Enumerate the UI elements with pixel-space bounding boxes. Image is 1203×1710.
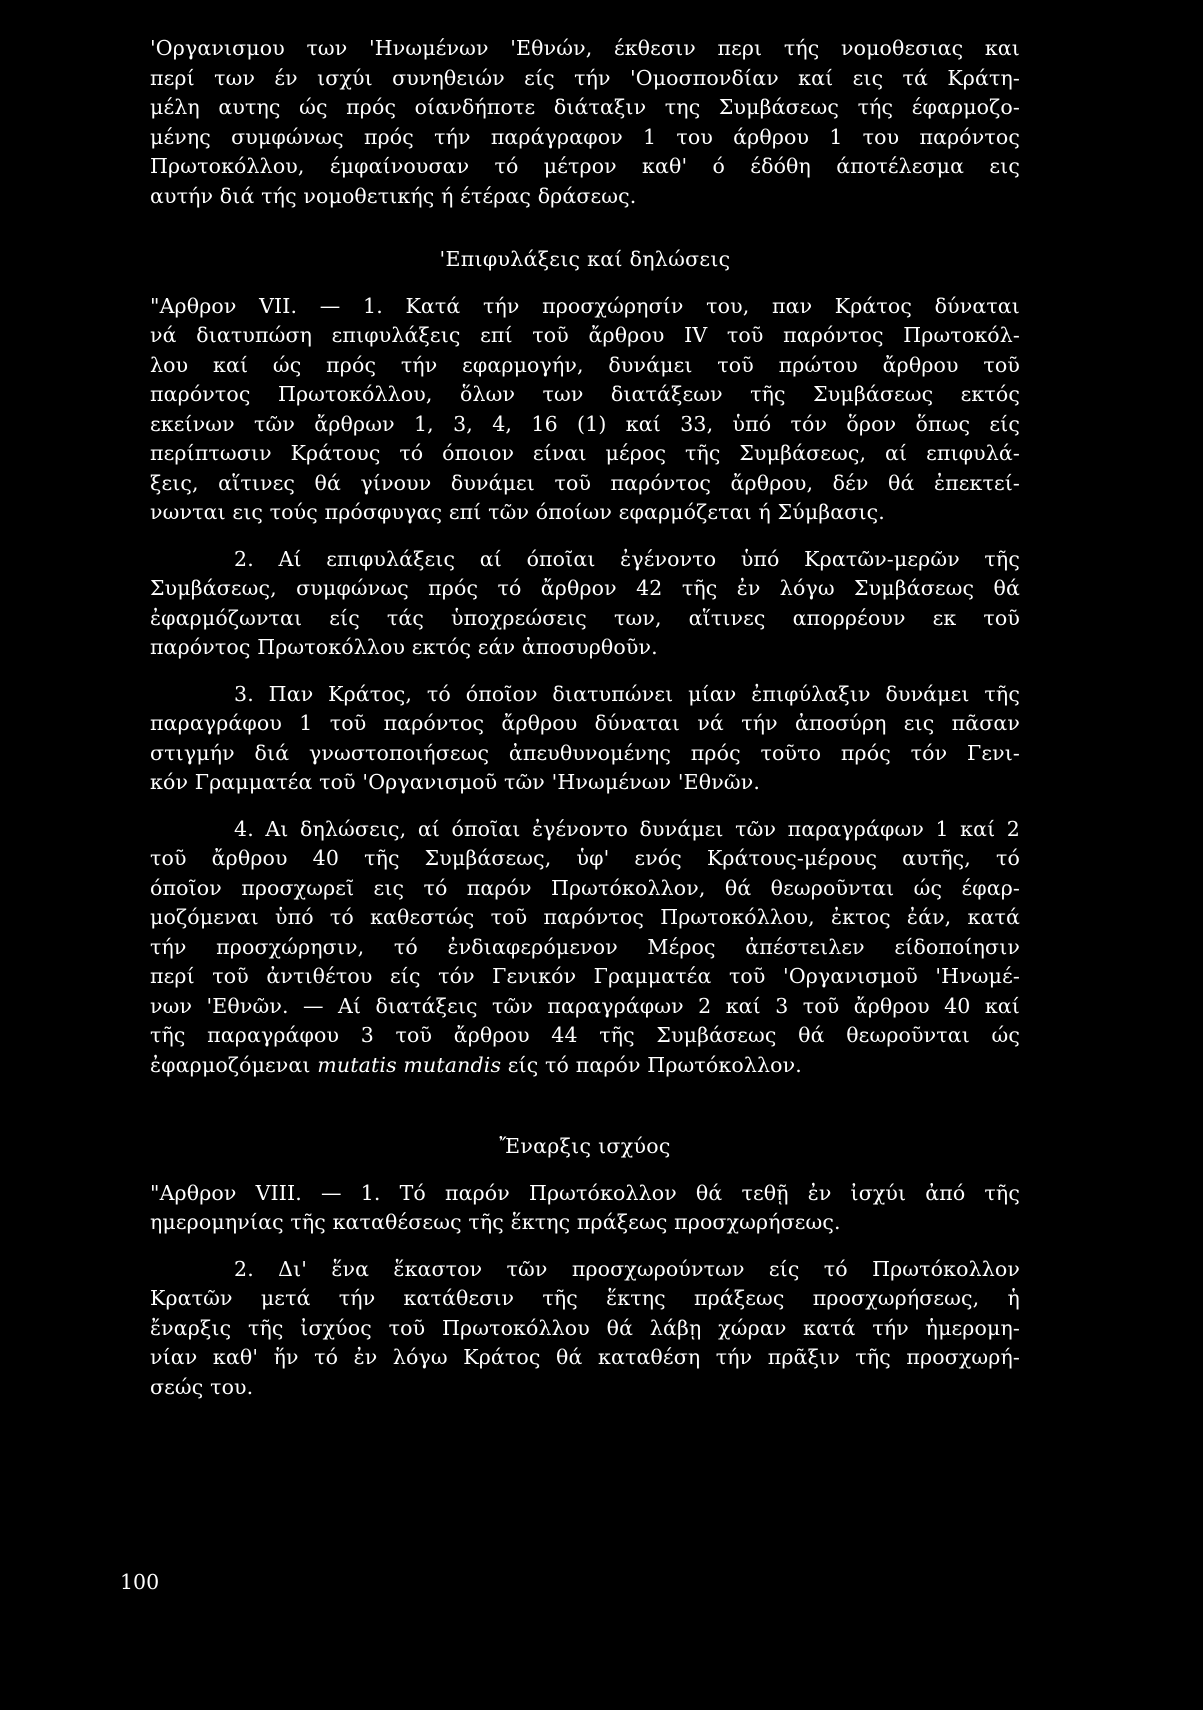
text-line: τοῦ ἄρθρου 40 τῆς Συμβάσεως, ὑφ' ενός Κράτους-μέρους αυτῆς, τό <box>150 846 1020 870</box>
article-7-paragraph-4 <box>150 815 1020 1081</box>
text-line: μοζόμεναι ὑπό τό καθεστώς τοῦ παρόντος Πρωτοκόλλου, ἐκτος ἐάν, κατά <box>150 905 1020 929</box>
text-line: περί των έν ισχύι συνηθειών είς τήν 'Ομοσπονδίαν καί εις τά Κράτη- <box>150 65 1020 90</box>
text-line: 4. Αι δηλώσεις, αί όποῖαι ἐγένοντο δυνάμει τῶν παραγράφων 1 καί 2 <box>234 816 1020 841</box>
text-line: 3. Παν Κράτος, τό όποῖον διατυπώνει μίαν ἐπιφύλαξιν δυνάμει τῆς <box>234 681 1020 706</box>
text-line: 2. Δι' ἕνα ἕκαστον τῶν προσχωρούντων είς τό Πρωτόκολλον <box>234 1256 1020 1281</box>
text-line: τῆς παραγράφου 3 τοῦ ἄρθρου 44 τῆς Συμβάσεως θά θεωροῦνται ώς <box>150 1023 1020 1047</box>
text-line: όποῖον προσχωρεῖ εις τό παρόν Πρωτόκολλον, θά θεωροῦνται ώς έφαρ- <box>150 875 1020 900</box>
latin-phrase: mutatis mutandis <box>317 1052 502 1077</box>
text-line: 'Οργανισμου των 'Ηνωμένων 'Εθνών, έκθεσιν περι τής νομοθεσιας και <box>150 36 1020 60</box>
text-line: νίαν καθ' ἥν τό ἐν λόγω Κράτος θά καταθέση τήν πρᾶξιν τῆς προσχωρή- <box>150 1345 1020 1369</box>
text-line: ἐφαρμόζωνται είς τάς ὑποχρεώσεις των, αἵτινες απορρέουν εκ τοῦ <box>150 605 1020 630</box>
document-page <box>150 34 1020 1402</box>
text-line: σεώς του. <box>150 1374 254 1399</box>
article-7-paragraph-3 <box>150 680 1020 798</box>
text-line: μένης συμφώνως πρός τήν παράγραφον 1 του άρθρου 1 του παρόντος <box>150 124 1020 149</box>
text-segment: είς τό παρόν Πρωτόκολλον. <box>501 1052 802 1077</box>
text-line: νωνται εις τούς πρόσφυγας επί τῶν όποίων εφαρμόζεται ή Σύμβασις. <box>150 500 885 524</box>
section-heading-entry-into-force: Ἔναρξις ισχύος <box>499 1134 671 1158</box>
text-line: παρόντος Πρωτοκόλλου εκτός εάν ἀποσυρθοῦν. <box>150 635 658 659</box>
text-line: Πρωτοκόλλου, έμφαίνουσαν τό μέτρον καθ' ό έδόθη άποτέλεσμα εις <box>150 154 1020 178</box>
text-line: ἔναρξις τῆς ἰσχύος τοῦ Πρωτοκόλλου θά λάβῃ χώραν κατά τήν ἡμερομη- <box>150 1315 1020 1340</box>
text-line: τήν προσχώρησιν, τό ἐνδιαφερόμενον Μέρος ἀπέστειλεν είδοποίησιν <box>150 934 1020 959</box>
text-line: ξεις, αἵτινες θά γίνουν δυνάμει τοῦ παρόντος ἄρθρου, δέν θά ἐπεκτεί- <box>150 470 1020 495</box>
text-line: "Αρθρον VII. — 1. Κατά τήν προσχώρησίν του, παν Κράτος δύναται <box>150 293 1020 318</box>
text-line: κόν Γραμματέα τοῦ 'Οργανισμοῦ τῶν 'Ηνωμένων 'Εθνῶν. <box>150 770 761 794</box>
text-line: 2. Αί επιφυλάξεις αί όποῖαι ἐγένοντο ὑπό Κρατῶν-μερῶν τῆς <box>234 546 1020 571</box>
text-line: μέλη αυτης ώς πρός οίανδήποτε διάταξιν της Συμβάσεως τής έφαρμοζο- <box>150 95 1020 119</box>
section-heading-reservations: 'Επιφυλάξεις καί δηλώσεις <box>439 247 731 271</box>
text-line: παραγράφου 1 τοῦ παρόντος ἄρθρου δύναται νά τήν ἀποσύρη εις πᾶσαν <box>150 711 1020 735</box>
text-line: ημερομηνίας τῆς καταθέσεως τῆς ἕκτης πράξεως προσχωρήσεως. <box>150 1210 841 1234</box>
text-line: αυτήν διά τής νομοθετικής ή έτέρας δράσεως. <box>150 183 637 208</box>
intro-paragraph <box>150 34 1020 211</box>
text-line: νων 'Εθνῶν. — Αί διατάξεις τῶν παραγράφων 2 καί 3 τοῦ ἄρθρου 40 καί <box>150 993 1020 1018</box>
article-8-paragraph-2 <box>150 1255 1020 1403</box>
article-7-paragraph-2 <box>150 545 1020 663</box>
text-line: νά διατυπώση επιφυλάξεις επί τοῦ ἄρθρου IV τοῦ παρόντος Πρωτοκόλ- <box>150 323 1020 347</box>
text-segment: ἐφαρμοζόμεναι <box>150 1052 318 1077</box>
text-line: στιγμήν διά γνωστοποιήσεως ἀπευθυνομένης πρός τοῦτο πρός τόν Γενι- <box>150 740 1020 765</box>
text-line: Συμβάσεως, συμφώνως πρός τό ἄρθρον 42 τῆς ἐν λόγω Συμβάσεως θά <box>150 576 1020 600</box>
text-line: παρόντος Πρωτοκόλλου, ὅλων των διατάξεων τῆς Συμβάσεως εκτός <box>150 382 1020 406</box>
text-line: εκείνων τῶν ἄρθρων 1, 3, 4, 16 (1) καί 33, ὑπό τόν ὅρον ὅπως είς <box>150 411 1020 436</box>
page-number: 100 <box>120 1570 160 1594</box>
text-line: περί τοῦ ἀντιθέτου είς τόν Γενικόν Γραμματέα τοῦ 'Οργανισμοῦ 'Ηνωμέ- <box>150 964 1020 988</box>
article-7-paragraph-1 <box>150 292 1020 528</box>
text-line <box>150 1051 1020 1081</box>
text-line: "Αρθρον VIII. — 1. Τό παρόν Πρωτόκολλον θά τεθῇ ἐν ἰσχύι ἀπό τῆς <box>150 1180 1020 1205</box>
text-line: Κρατῶν μετά τήν κατάθεσιν τῆς ἕκτης πράξεως προσχωρήσεως, ἡ <box>150 1286 1020 1310</box>
text-line: περίπτωσιν Κράτους τό όποιον είναι μέρος τῆς Συμβάσεως, αί επιφυλά- <box>150 441 1020 465</box>
text-line: λου καί ώς πρός τήν εφαρμογήν, δυνάμει τοῦ πρώτου ἄρθρου τοῦ <box>150 352 1020 377</box>
article-8-paragraph-1 <box>150 1179 1020 1238</box>
